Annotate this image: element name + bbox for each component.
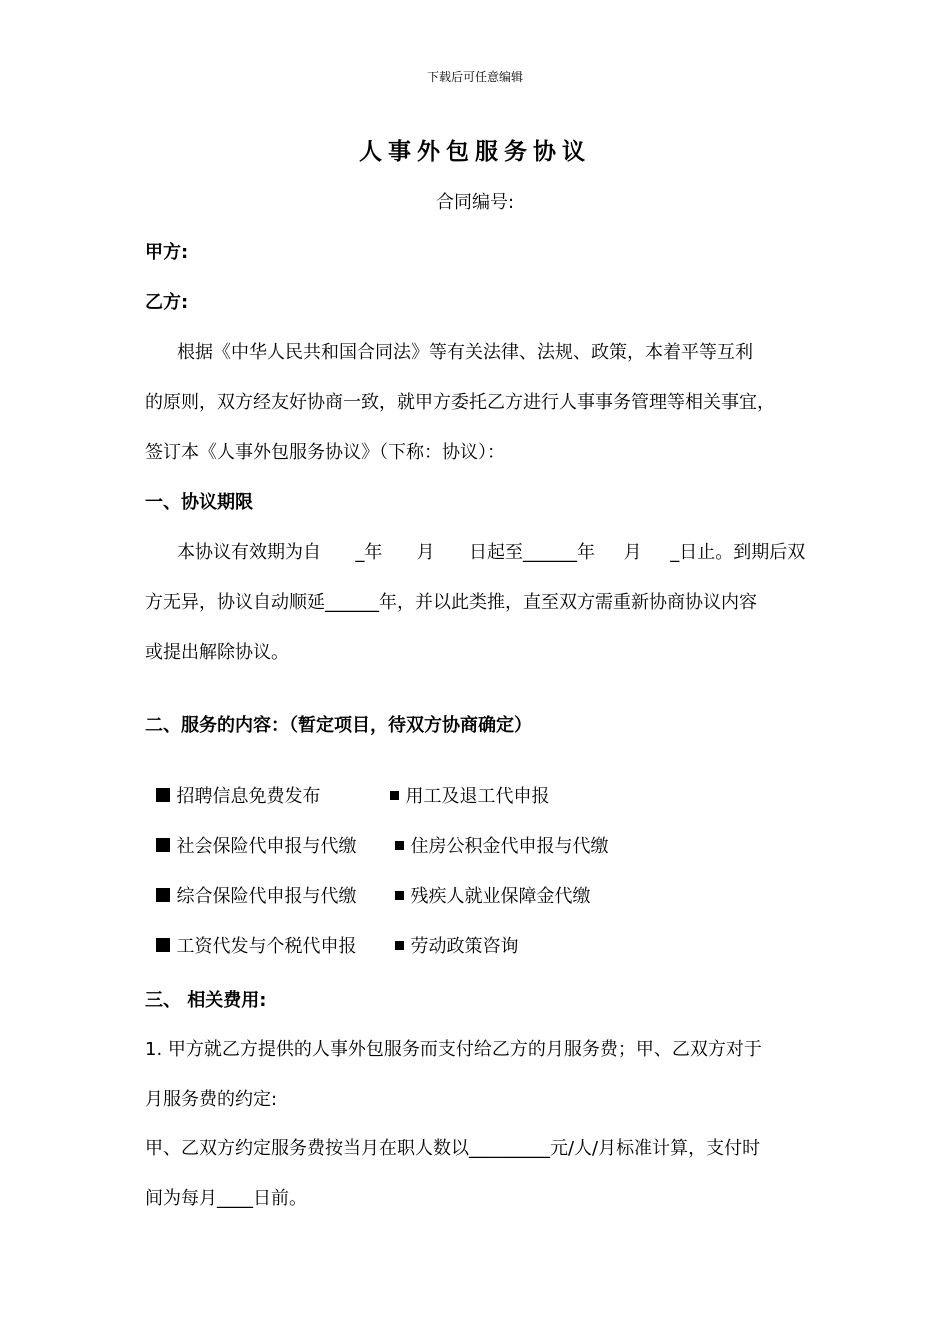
- square-bullet-icon: [156, 788, 170, 802]
- service-item: 招聘信息免费发布: [145, 761, 320, 808]
- section-heading-fees: 三、 相关费用:: [145, 990, 267, 1011]
- service-item: 工资代发与个税代申报: [145, 911, 356, 958]
- square-bullet-icon: [390, 791, 399, 800]
- section-heading-services: 二、服务的内容：（暂定项目，待双方协商确定）: [145, 715, 532, 736]
- party-b-label: 乙方:: [145, 292, 189, 313]
- party-a-label: 甲方:: [145, 242, 189, 263]
- square-bullet-icon: [395, 941, 404, 950]
- term-line: 方无异，协议自动顺延______年，并以此类推，直至双方需重新协商协议内容: [145, 592, 757, 613]
- square-bullet-icon: [395, 891, 404, 900]
- service-item: 劳动政策咨询: [384, 911, 518, 958]
- term-line: 本协议有效期为自 _年 月 日起至______年 月 _日止。到期后双: [177, 542, 806, 563]
- service-item: 综合保险代申报与代缴: [145, 861, 356, 908]
- term-line: 或提出解除协议。: [145, 642, 289, 663]
- intro-line: 根据《中华人民共和国合同法》等有关法律、法规、政策，本着平等互利: [177, 342, 753, 363]
- fee-line: 甲、乙双方约定服务费按当月在职人数以_________元/人/月标准计算，支付时: [145, 1138, 761, 1159]
- fee-line: 间为每月____日前。: [145, 1188, 307, 1209]
- square-bullet-icon: [395, 841, 404, 850]
- intro-line: 签订本《人事外包服务协议》（下称：协议）：: [145, 442, 505, 463]
- service-item: 用工及退工代申报: [379, 761, 549, 808]
- document-title: 人事外包服务协议: [359, 139, 591, 165]
- page-header-note: 下载后可任意编辑: [426, 70, 523, 84]
- service-item: 住房公积金代申报与代缴: [384, 811, 608, 858]
- square-bullet-icon: [156, 888, 170, 902]
- fee-line: 1. 甲方就乙方提供的人事外包服务而支付给乙方的月服务费；甲、乙双方对于: [145, 1039, 762, 1060]
- contract-number-label: 合同编号:: [435, 192, 515, 213]
- service-item: 残疾人就业保障金代缴: [384, 861, 590, 908]
- square-bullet-icon: [156, 938, 170, 952]
- intro-line: 的原则，双方经友好协商一致，就甲方委托乙方进行人事事务管理等相关事宜，: [145, 392, 775, 413]
- section-heading-term: 一、协议期限: [145, 492, 253, 513]
- service-item: 社会保险代申报与代缴: [145, 811, 356, 858]
- square-bullet-icon: [156, 838, 170, 852]
- fee-line: 月服务费的约定:: [145, 1089, 278, 1110]
